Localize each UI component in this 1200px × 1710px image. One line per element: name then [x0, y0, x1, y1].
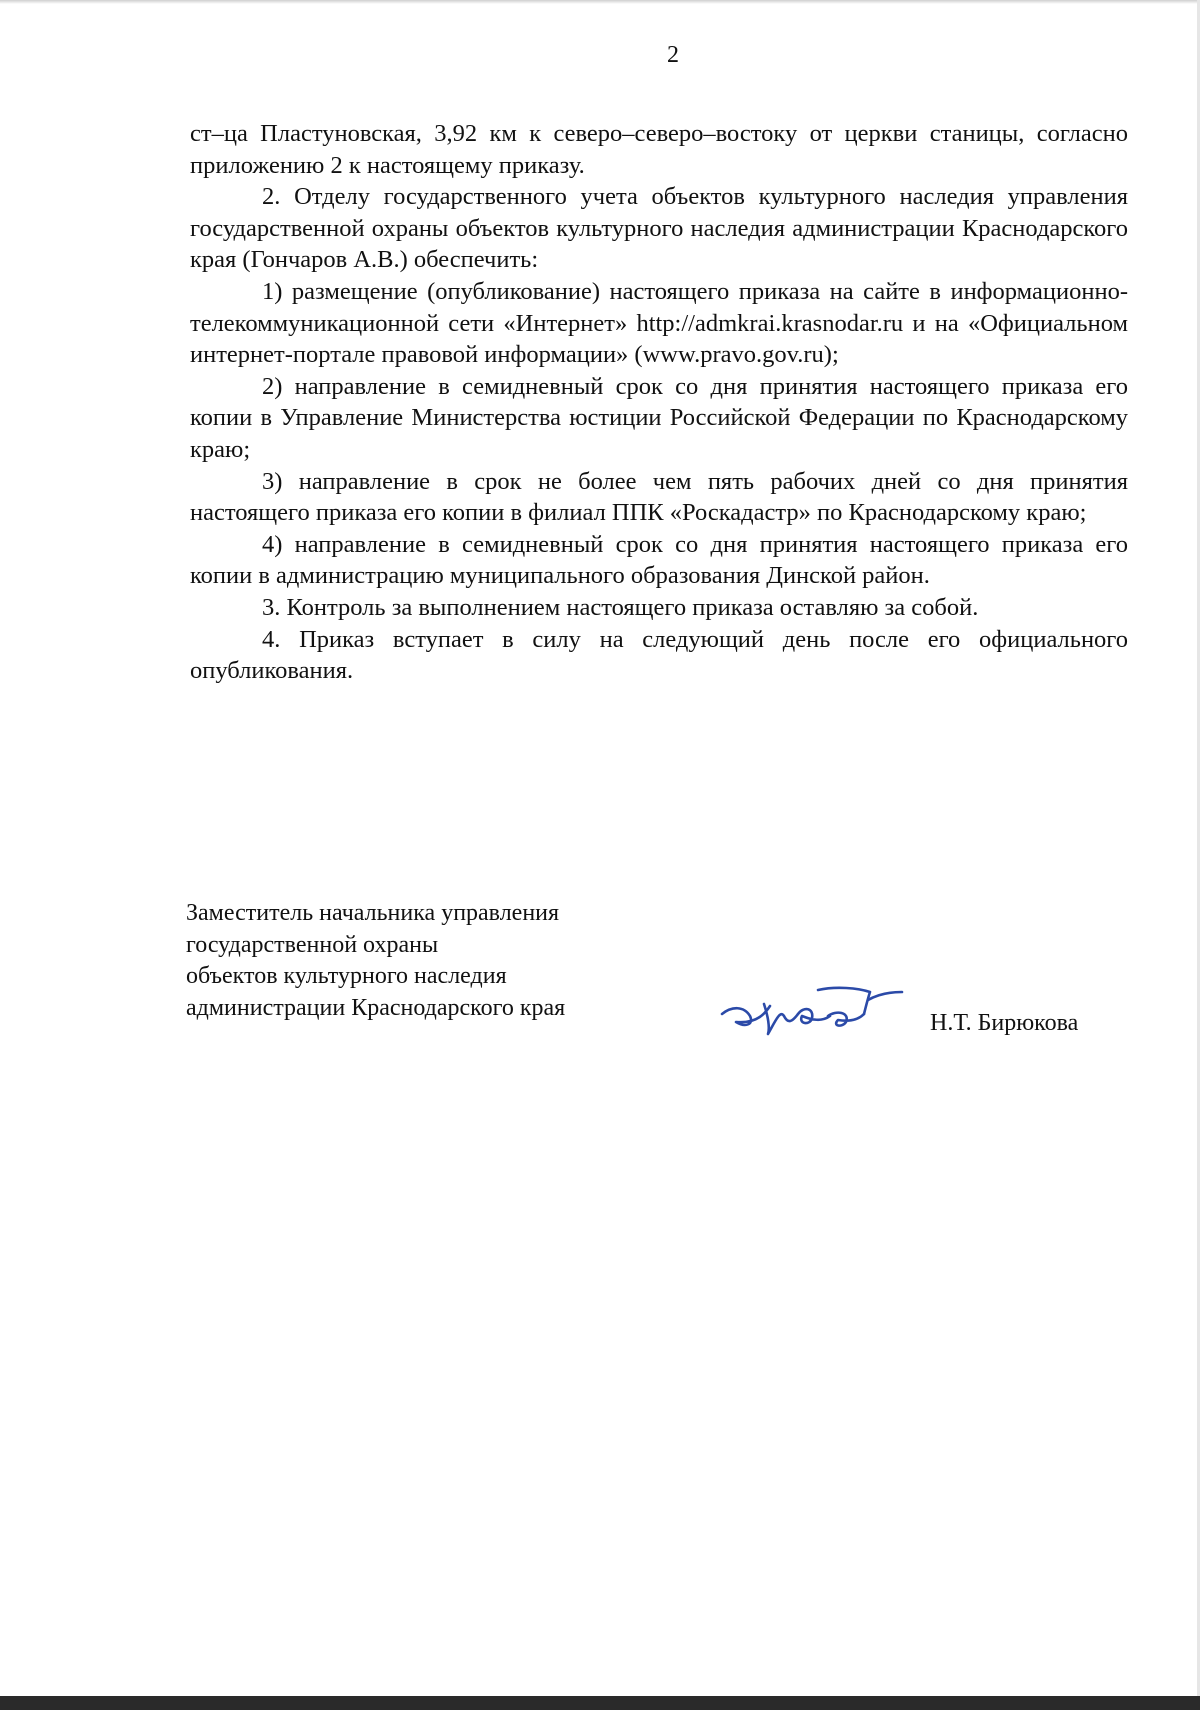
paragraph-subitem-4: 4) направление в семидневный срок со дня принятия настоящего приказа его копии в администрацию муниципального образования Динской район. [190, 530, 1128, 590]
document-body [190, 118, 1128, 687]
paragraph-continuation: ст–ца Пластуновская, 3,92 км к северо–северо–востоку от церкви станицы, согласно приложению 2 к настоящему приказу. [190, 120, 1128, 179]
paragraph-subitem-3: 3) направление в срок не более чем пять рабочих дней со дня принятия настоящего приказа его копии в филиал ППК «Роскадастр» по Краснодарскому краю; [190, 467, 1128, 527]
signer-position-line: Заместитель начальника управления [186, 900, 560, 926]
paragraph-subitem-2: 2) направление в семидневный срок со дня принятия настоящего приказа его копии в Управление Министерства юстиции Российской Федерации по Краснодарскому краю; [190, 372, 1128, 463]
scan-edge-bottom [0, 1696, 1200, 1710]
paragraph-item-3: 3. Контроль за выполнением настоящего приказа оставляю за собой. [262, 593, 979, 621]
paragraph-subitem-1: 1) размещение (опубликование) настоящего приказа на сайте в информационно-телекоммуникационной сети «Интернет» http://admkrai.krasnodar.ru и на «Официальном интернет-портале правовой информации» (www.pravo.gov.ru); [190, 277, 1128, 369]
page-number: 2 [667, 42, 679, 68]
signer-position-line: государственной охраны [186, 931, 439, 958]
scan-edge-top [0, 0, 1200, 4]
signer-position [186, 898, 565, 1024]
signer-name: Н.Т. Бирюкова [930, 1010, 1079, 1036]
handwritten-signature [718, 976, 918, 1042]
paragraph-item-2: 2. Отделу государственного учета объектов культурного наследия управления государственной охраны объектов культурного наследия администрации Краснодарского края (Гончаров А.В.) обеспечить: [190, 183, 1128, 274]
signer-position-line: администрации Краснодарского края [186, 994, 566, 1021]
signer-position-line: объектов культурного наследия [186, 963, 507, 989]
paragraph-item-4: 4. Приказ вступает в силу на следующий день после его официального опубликования. [190, 625, 1128, 685]
